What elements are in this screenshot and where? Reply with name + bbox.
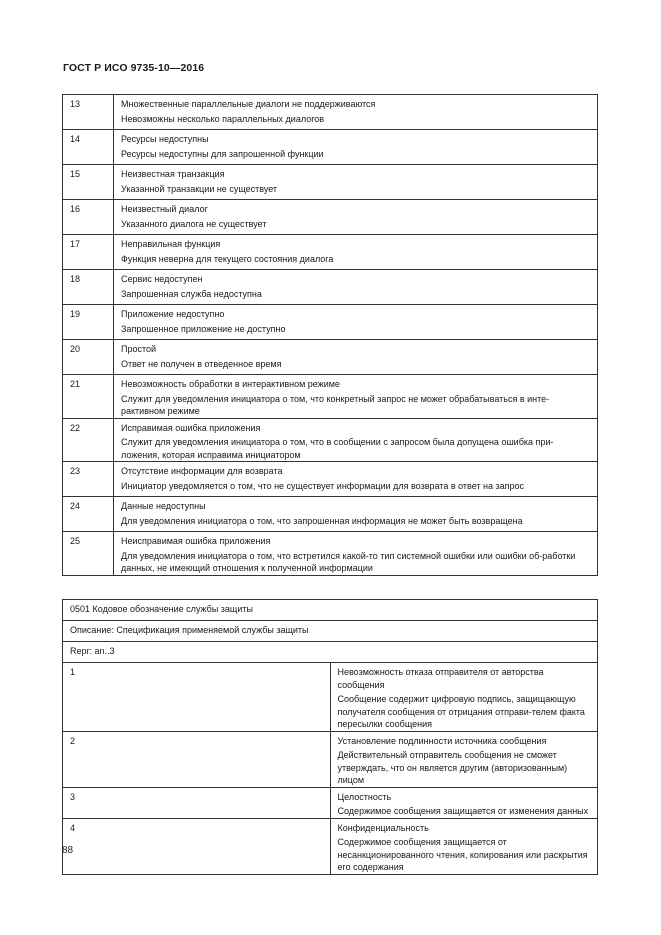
entry-description: Запрошенная служба недоступна: [121, 288, 262, 299]
code-cell: 23: [63, 462, 114, 497]
description-cell: [330, 731, 598, 787]
table-row: [63, 731, 598, 787]
document-header: ГОСТ Р ИСО 9735-10—2016: [63, 62, 205, 74]
entry-title: Неизвестный диалог: [121, 204, 208, 214]
table-row: [63, 497, 598, 532]
entry-description: Сообщение содержит цифровую подпись, защищающую получателя сообщения от отрицания отправи-телем факта пересылки сообщения: [337, 694, 585, 729]
table-row: [63, 305, 598, 340]
description-cell: [114, 235, 598, 270]
table-row: [63, 340, 598, 375]
table-heading-row: [63, 600, 598, 621]
entry-description: Ответ не получен в отведенное время: [121, 358, 282, 369]
entry-title: Исправимая ошибка приложения: [121, 422, 261, 433]
code-cell: 3: [63, 787, 331, 818]
description-cell: [330, 787, 598, 818]
code-cell: 2: [63, 731, 331, 787]
table-row: [63, 235, 598, 270]
table-repr-row: [63, 642, 598, 663]
entry-description: Инициатор уведомляется о том, что не существует информации для возврата в ответ на запрос: [121, 480, 525, 491]
entry-title: Ресурсы недоступны: [121, 134, 209, 144]
entry-title: Невозможность обработки в интерактивном режиме: [121, 379, 340, 389]
entry-description: Содержимое сообщения защищается от изменения данных: [337, 806, 589, 816]
table-row: [63, 200, 598, 235]
entry-description: Служит для уведомления инициатора о том, что конкретный запрос не может обрабатываться в инте-рактивном режиме: [121, 393, 550, 416]
code-cell: 1: [63, 663, 331, 732]
entry-title: Невозможность отказа отправителя от авторства сообщения: [337, 667, 544, 690]
code-cell: 17: [63, 235, 114, 270]
entry-title: Отсутствие информации для возврата: [121, 466, 283, 476]
description-cell: [114, 418, 598, 462]
description-cell: [114, 305, 598, 340]
table-description: Описание: Спецификация применяемой службы защиты: [63, 621, 598, 642]
code-cell: 21: [63, 375, 114, 419]
description-cell: [330, 818, 598, 874]
entry-title: Данные недоступны: [121, 501, 206, 511]
code-cell: 19: [63, 305, 114, 340]
table-heading: 0501 Кодовое обозначение службы защиты: [63, 600, 598, 621]
entry-description: Невозможны несколько параллельных диалогов: [121, 113, 325, 124]
description-cell: [114, 200, 598, 235]
code-cell: 22: [63, 418, 114, 462]
table-row: [63, 165, 598, 200]
entry-description: Ресурсы недоступны для запрошенной функции: [121, 148, 324, 159]
description-cell: [114, 375, 598, 419]
table-description-row: [63, 621, 598, 642]
security-service-table: [62, 599, 598, 875]
description-cell: [114, 270, 598, 305]
table-row: [63, 130, 598, 165]
code-cell: 15: [63, 165, 114, 200]
entry-description: Указанного диалога не существует: [121, 218, 267, 229]
table-row: [63, 270, 598, 305]
table-row: [63, 532, 598, 576]
description-cell: [114, 95, 598, 130]
entry-title: Неисправимая ошибка приложения: [121, 536, 271, 546]
entry-title: Конфиденциальность: [337, 822, 429, 833]
code-cell: 18: [63, 270, 114, 305]
code-cell: 13: [63, 95, 114, 130]
table-row: [63, 787, 598, 818]
table-repr: Repr: an..3: [63, 642, 598, 663]
code-cell: 4: [63, 818, 331, 874]
code-cell: 25: [63, 532, 114, 576]
table-row: [63, 418, 598, 462]
description-cell: [330, 663, 598, 732]
entry-description: Для уведомления инициатора о том, что встретился какой-то тип системной ошибки или ошибки об-работки данных, не имеющий отношения к полученной информации: [121, 550, 576, 573]
error-codes-table: [62, 94, 598, 576]
code-cell: 20: [63, 340, 114, 375]
table-row: [63, 818, 598, 874]
description-cell: [114, 130, 598, 165]
description-cell: [114, 165, 598, 200]
code-cell: 14: [63, 130, 114, 165]
entry-title: Приложение недоступно: [121, 309, 225, 319]
description-cell: [114, 340, 598, 375]
description-cell: [114, 462, 598, 497]
entry-title: Неизвестная транзакция: [121, 169, 225, 179]
entry-title: Простой: [121, 344, 157, 354]
entry-title: Множественные параллельные диалоги не поддерживаются: [121, 99, 376, 109]
code-cell: 24: [63, 497, 114, 532]
table-row: [63, 663, 598, 732]
description-cell: [114, 532, 598, 576]
table-row: [63, 462, 598, 497]
entry-description: Функция неверна для текущего состояния диалога: [121, 253, 334, 264]
entry-description: Запрошенное приложение не доступно: [121, 323, 286, 334]
entry-description: Действительный отправитель сообщения не сможет утверждать, что он является другим (авторизованным) лицом: [337, 750, 568, 785]
entry-description: Указанной транзакции не существует: [121, 183, 278, 194]
code-cell: 16: [63, 200, 114, 235]
entry-title: Сервис недоступен: [121, 274, 203, 284]
entry-description: Служит для уведомления инициатора о том, что в сообщении с запросом была допущена ошибка при-ложения, которая исправима инициатором: [121, 437, 554, 460]
entry-title: Установление подлинности источника сообщения: [337, 735, 547, 746]
page-number: 88: [62, 845, 74, 856]
table-row: [63, 375, 598, 419]
entry-description: Содержимое сообщения защищается от несанкционированного чтения, копирования или раскрытия его содержания: [337, 837, 588, 872]
table-row: [63, 95, 598, 130]
entry-title: Неправильная функция: [121, 239, 221, 249]
description-cell: [114, 497, 598, 532]
entry-description: Для уведомления инициатора о том, что запрошенная информация не может быть возвращена: [121, 515, 523, 526]
entry-title: Целостность: [337, 791, 392, 802]
